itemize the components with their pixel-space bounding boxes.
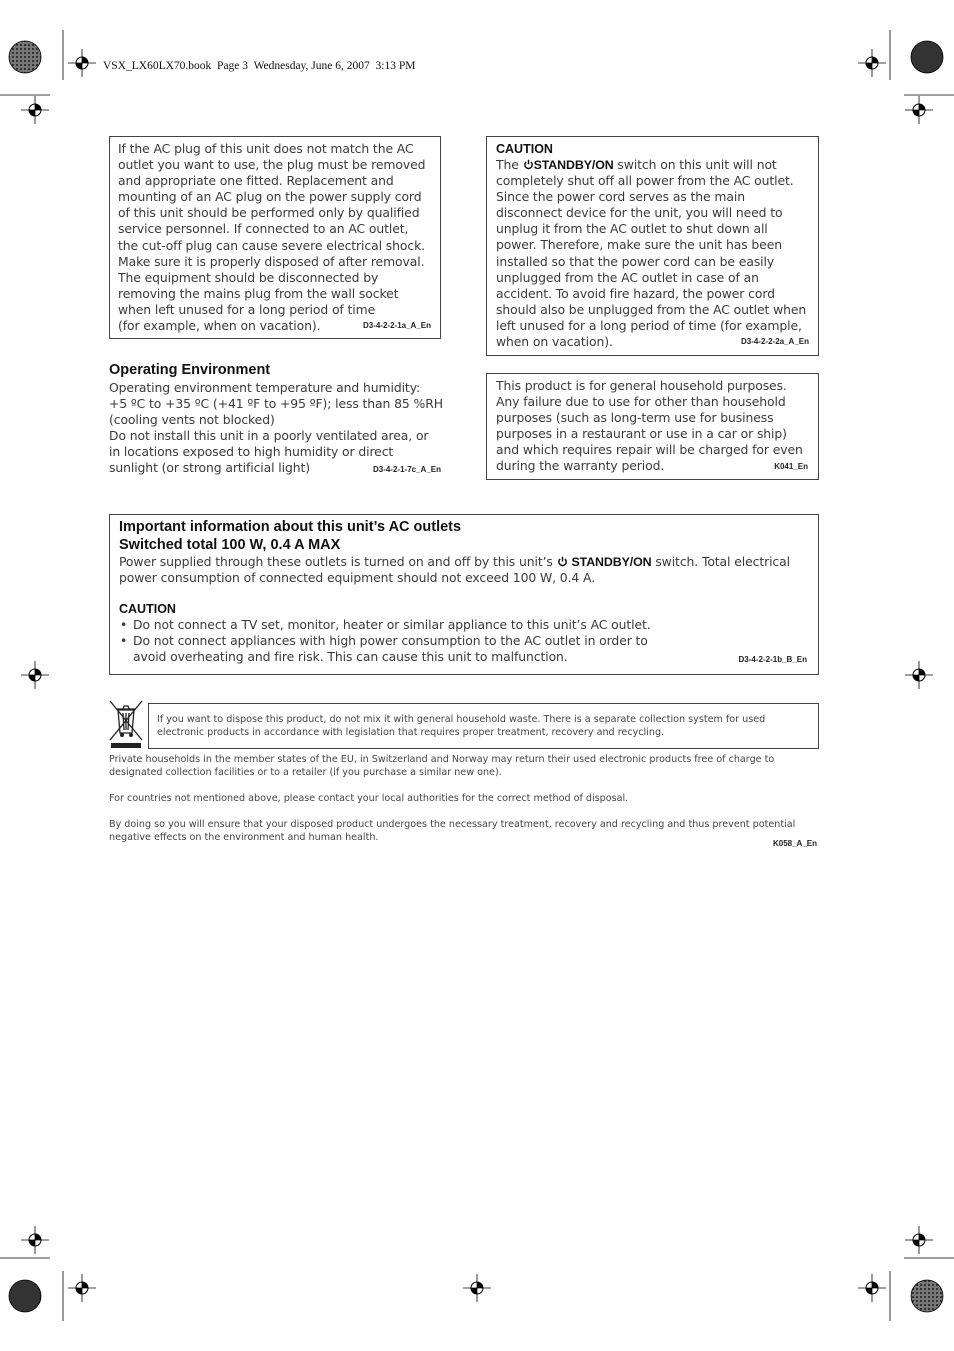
standby-caution-text	[496, 157, 809, 350]
caution-intro: The	[496, 157, 523, 172]
ac-outlets-text	[119, 554, 809, 586]
ac-outlets-subheading: Switched total 100 W, 0.4 A MAX	[119, 537, 341, 553]
ac-outlets-text-after: switch. Total electrical power consumption of connected equipment should not exceed 100 W, 0.4 A.	[119, 554, 790, 586]
disposal-paragraph: By doing so you will ensure that your disposed product undergoes the necessary treatment, recovery and recycling and thus prevent potential negative effects on the environment and human health.	[109, 819, 796, 843]
caution-body: switch on this unit will not completely shut off all power from the AC outlet. Since the power cord serves as the main disconnect device for the unit, you will need to unplug it from the AC outlet to shut down all power. Therefore, make sure the unit has been installed so that the power cord can be easily unplugged from the AC outlet in case of an accident. To avoid fire hazard, the power cord should also be unplugged from the AC outlet when left unused for a long period of time (for example, when on vacation).	[496, 157, 807, 350]
caution-list-item: • Do not connect a TV set, monitor, heater or similar appliance to this unit’s AC outlet.	[119, 617, 789, 633]
ac-plug-notice-text: If the AC plug of this unit does not match the AC outlet you want to use, the plug must be removed and appropriate one fitted. Replacement and mounting of an AC plug on the power supply cord of this unit should be performed only by qualified service personnel. If connected to an AC outlet, the cut-off plug can cause severe electrical shock. Make sure it is properly disposed of after removal.	[118, 141, 426, 269]
standby-caution-box	[486, 136, 819, 356]
operating-env-code: D3-4-2-1-7c_A_En	[372, 464, 441, 474]
ac-outlets-code: D3-4-2-2-1b_B_En	[738, 655, 807, 664]
ac-plug-notice-code: D3-4-2-2-1a_A_En	[362, 321, 431, 330]
operating-environment-heading: Operating Environment	[109, 362, 271, 378]
crossed-out-bin-icon	[109, 700, 143, 750]
header-date: Wednesday, June 6, 2007	[253, 60, 370, 72]
disposal-paragraphs	[109, 753, 819, 848]
ac-outlets-switch-label: STANDBY/ON	[571, 555, 652, 569]
caution-list-item: • Do not connect appliances with high power consumption to the AC outlet in order to avoid overheating and fire risk. This can cause this unit to malfunction.	[119, 633, 789, 665]
header-filename: VSX_LX60LX70.book	[103, 60, 212, 72]
caution-title: CAUTION	[496, 142, 553, 156]
disconnect-notice-text: The equipment should be disconnected by removing the mains plug from the wall socket when left unused for a long period of time (for example, when on vacation).	[118, 269, 399, 334]
operating-environment-section	[109, 361, 443, 477]
operating-env-line1: Operating environment temperature and humidity:	[109, 380, 421, 395]
household-purposes-box	[486, 373, 819, 480]
household-purposes-code: K041_En	[774, 462, 808, 471]
power-icon	[523, 159, 534, 170]
disposal-paragraph: For countries not mentioned above, please contact your local authorities for the correct method of disposal.	[109, 793, 629, 804]
ac-outlets-info-box	[109, 514, 819, 675]
household-purposes-text: This product is for general household purposes. Any failure due to use for other than household purposes (such as long-term use for business purposes in a restaurant or use in a car or ship) and which requires repair will be charged for even during the warranty period.	[496, 378, 803, 474]
ac-outlets-caution-list	[119, 617, 809, 665]
ac-outlets-heading: Important information about this unit’s AC outlets	[119, 519, 462, 535]
ac-plug-notice-box	[109, 136, 441, 339]
disposal-code: K058_A_En	[772, 839, 817, 848]
ac-outlets-text-before: Power supplied through these outlets is turned on and off by this unit’s	[119, 554, 557, 569]
disposal-notice-box	[148, 703, 819, 749]
ac-outlets-caution-title: CAUTION	[119, 602, 176, 617]
standby-switch-label: STANDBY/ON	[533, 158, 614, 172]
header-page: Page 3	[217, 60, 249, 72]
print-header	[103, 60, 415, 72]
disposal-paragraph: Private households in the member states of the EU, in Switzerland and Norway may return their used electronic products free of charge to designated collection facilities or to a retailer (if you purchase a similar new one).	[109, 754, 775, 778]
operating-env-line3: Do not install this unit in a poorly ventilated area, or in locations exposed to high humidity or direct sunlight (or strong artificial light)	[109, 428, 429, 476]
standby-caution-code: D3-4-2-2-2a_A_En	[740, 337, 809, 346]
operating-env-line2: +5 ºC to +35 ºC (+41 ºF to +95 ºF); less than 85 %RH (cooling vents not blocked)	[109, 396, 443, 428]
disposal-notice-text: If you want to dispose this product, do not mix it with general household waste. There is a separate collection system for used electronic products in accordance with legislation that requires proper treatment, recovery and recycling.	[157, 714, 766, 738]
header-time: 3:13 PM	[375, 60, 416, 72]
power-icon	[557, 556, 568, 567]
